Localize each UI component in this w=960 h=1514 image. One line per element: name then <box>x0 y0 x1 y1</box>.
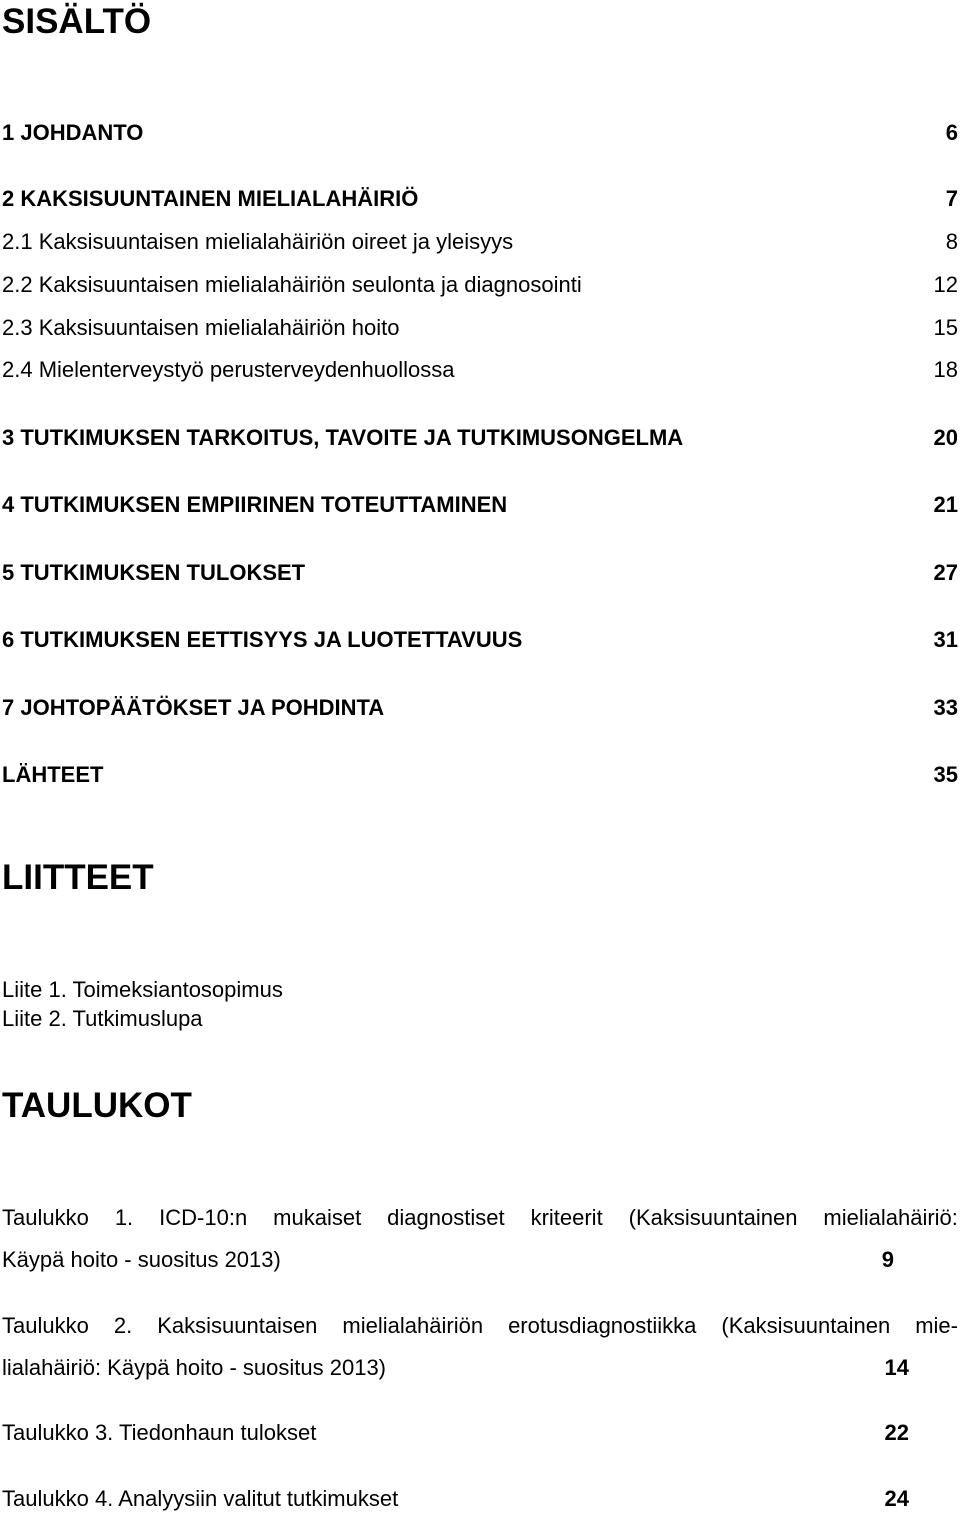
table-1-page: 9 <box>881 1247 894 1272</box>
toc-subentry-label[interactable]: 2.1 Kaksisuuntaisen mielialahäiriön oireet ja yleisyys <box>2 229 514 254</box>
appendix-item[interactable]: Liite 2. Tutkimuslupa <box>2 1006 203 1031</box>
toc-entry-page: 21 <box>933 492 958 517</box>
caption-word: mie- <box>915 1313 958 1338</box>
toc-entry-label[interactable]: 2 KAKSISUUNTAINEN MIELIALAHÄIRIÖ <box>2 186 419 211</box>
toc-entry-label[interactable]: 1 JOHDANTO <box>2 120 144 145</box>
toc-entry-page: 27 <box>933 560 958 585</box>
table-3-page: 22 <box>884 1420 909 1445</box>
caption-word: Taulukko <box>2 1313 89 1338</box>
appendix-item[interactable]: Liite 1. Toimeksiantosopimus <box>2 977 283 1002</box>
caption-word: diagnostiset <box>387 1205 505 1230</box>
table-2-page: 14 <box>884 1355 909 1380</box>
tables-heading: TAULUKOT <box>2 1086 192 1125</box>
caption-word: mielialahäiriön <box>342 1313 484 1338</box>
toc-subentry-page: 8 <box>945 229 958 254</box>
toc-subentry-page: 18 <box>933 357 958 382</box>
toc-entry-label[interactable]: 4 TUTKIMUKSEN EMPIIRINEN TOTEUTTAMINEN <box>2 492 508 517</box>
caption-word: 1. <box>114 1205 134 1230</box>
caption-word: Kaksisuuntaisen <box>157 1313 318 1338</box>
toc-entry-page: 20 <box>933 425 958 450</box>
toc-entry-label[interactable]: 5 TUTKIMUKSEN TULOKSET <box>2 560 306 585</box>
caption-word: (Kaksisuuntainen <box>628 1205 798 1230</box>
table-3-caption[interactable]: Taulukko 3. Tiedonhaun tulokset <box>2 1420 317 1445</box>
caption-word: (Kaksisuuntainen <box>721 1313 891 1338</box>
caption-word: mukaiset <box>273 1205 362 1230</box>
toc-entry-page: 31 <box>933 627 958 652</box>
toc-subentry-label[interactable]: 2.3 Kaksisuuntaisen mielialahäiriön hoito <box>2 315 400 340</box>
toc-heading: SISÄLTÖ <box>2 2 152 41</box>
table-1-caption-line1[interactable] <box>2 1207 958 1229</box>
caption-word: 2. <box>113 1313 133 1338</box>
caption-word: mielialahäiriö: <box>823 1205 958 1230</box>
caption-word: ICD-10:n <box>159 1205 248 1230</box>
caption-word: erotusdiagnostiikka <box>508 1313 697 1338</box>
toc-entry-page: 33 <box>933 695 958 720</box>
toc-entry-label[interactable]: 3 TUTKIMUKSEN TARKOITUS, TAVOITE JA TUTKIMUSONGELMA <box>2 425 684 450</box>
toc-subentry-page: 15 <box>933 315 958 340</box>
table-2-caption-line1[interactable] <box>2 1315 958 1337</box>
toc-entry-label[interactable]: 6 TUTKIMUKSEN EETTISYYS JA LUOTETTAVUUS <box>2 627 523 652</box>
toc-entry-page: 35 <box>933 762 958 787</box>
table-1-caption-line2[interactable]: Käypä hoito - suositus 2013) <box>2 1247 281 1272</box>
toc-subentry-label[interactable]: 2.4 Mielenterveystyö perusterveydenhuollossa <box>2 357 455 382</box>
toc-entry-label[interactable]: 7 JOHTOPÄÄTÖKSET JA POHDINTA <box>2 695 385 720</box>
table-4-page: 24 <box>884 1486 909 1511</box>
toc-subentry-label[interactable]: 2.2 Kaksisuuntaisen mielialahäiriön seulonta ja diagnosointi <box>2 272 582 297</box>
appendices-heading: LIITTEET <box>2 858 154 897</box>
table-4-caption[interactable]: Taulukko 4. Analyysiin valitut tutkimukset <box>2 1486 399 1511</box>
toc-subentry-page: 12 <box>933 272 958 297</box>
toc-entry-label[interactable]: LÄHTEET <box>2 762 104 787</box>
caption-word: Taulukko <box>2 1205 89 1230</box>
toc-entry-page: 6 <box>945 120 958 145</box>
table-2-caption-line2[interactable]: lialahäiriö: Käypä hoito - suositus 2013) <box>2 1355 387 1380</box>
caption-word: kriteerit <box>530 1205 603 1230</box>
toc-entry-page: 7 <box>945 186 958 211</box>
